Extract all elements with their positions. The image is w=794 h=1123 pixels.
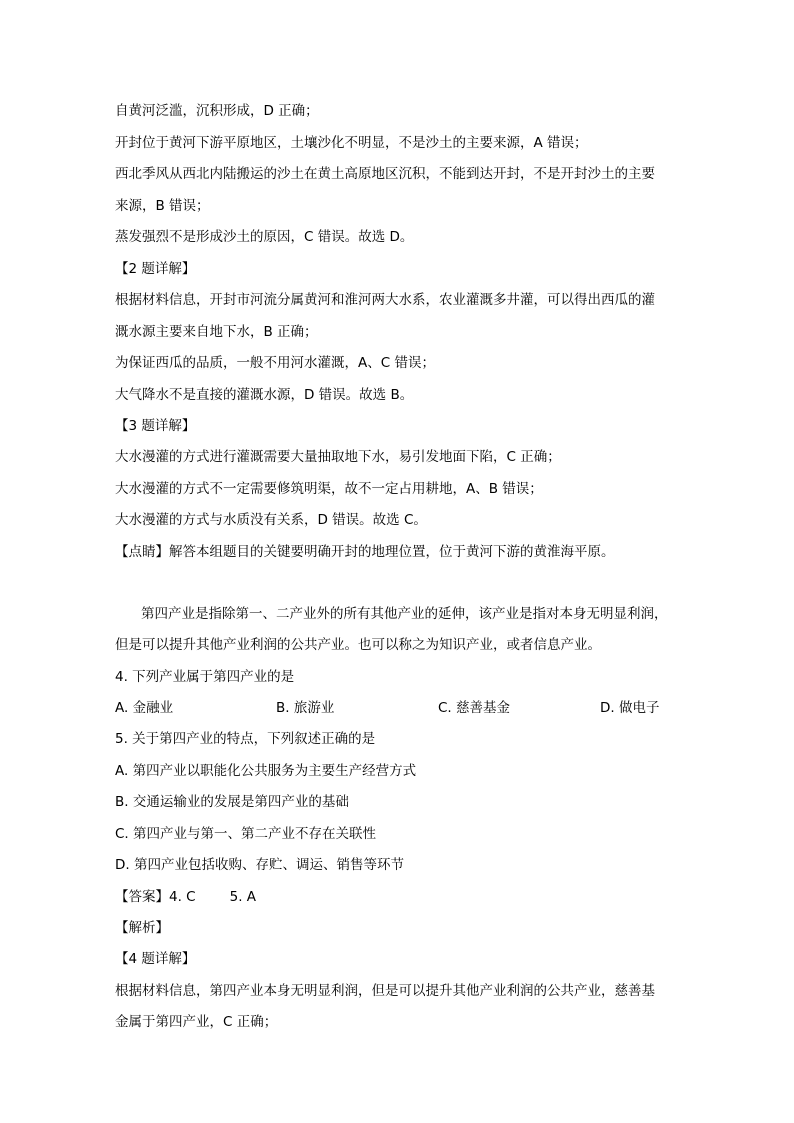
q4-option-b: B. 旅游业 xyxy=(276,700,335,716)
text-line: 西北季风从西北内陆搬运的沙土在黄土高原地区沉积，不能到达开封，不是开封沙土的主要 xyxy=(115,166,655,182)
section-heading: 【4 题详解】 xyxy=(115,951,196,967)
analysis-heading: 【解析】 xyxy=(115,920,169,936)
text-line: 开封位于黄河下游平原地区，土壤沙化不明显，不是沙土的主要来源，A 错误； xyxy=(115,135,588,151)
text-line: 溉水源主要来自地下水，B 正确； xyxy=(115,324,318,340)
q5-option-b: B. 交通运输业的发展是第四产业的基础 xyxy=(115,794,349,810)
text-line: 大水漫灌的方式进行灌溉需要大量抽取地下水，易引发地面下陷，C 正确； xyxy=(115,449,561,465)
q4-option-c: C. 慈善基金 xyxy=(438,700,511,716)
q5-option-a: A. 第四产业以职能化公共服务为主要生产经营方式 xyxy=(115,763,417,779)
section-heading: 【3 题详解】 xyxy=(115,418,196,434)
passage-line: 第四产业是指除第一、二产业外的所有其他产业的延伸，该产业是指对本身无明显利润， xyxy=(141,606,668,622)
section-heading: 【2 题详解】 xyxy=(115,261,196,277)
answer-4: 4. C xyxy=(169,889,196,905)
answer-line xyxy=(115,888,256,906)
text-line: 为保证西瓜的品质，一般不用河水灌溉，A、C 错误； xyxy=(115,355,435,371)
question-5-stem: 5. 关于第四产业的特点，下列叙述正确的是 xyxy=(115,731,376,747)
text-line: 自黄河泛滥，沉积形成，D 正确； xyxy=(115,103,319,119)
text-line: 大水漫灌的方式不一定需要修筑明渠，故不一定占用耕地，A、B 错误； xyxy=(115,481,543,497)
question-4-stem: 4. 下列产业属于第四产业的是 xyxy=(115,669,295,685)
passage-line: 但是可以提升其他产业利润的公共产业。也可以称之为知识产业，或者信息产业。 xyxy=(115,637,601,653)
text-line: 蒸发强烈不是形成沙土的原因，C 错误。故选 D。 xyxy=(115,229,414,245)
q4-option-a: A. 金融业 xyxy=(115,700,174,716)
tip-line: 【点睛】解答本组题目的关键要明确开封的地理位置，位于黄河下游的黄淮海平原。 xyxy=(115,544,615,560)
text-line: 大水漫灌的方式与水质没有关系，D 错误。故选 C。 xyxy=(115,512,427,528)
text-line: 根据材料信息，开封市河流分属黄河和淮河两大水系，农业灌溉多井灌，可以得出西瓜的灌 xyxy=(115,292,655,308)
q5-option-d: D. 第四产业包括收购、存贮、调运、销售等环节 xyxy=(115,857,404,873)
answer-label: 【答案】 xyxy=(115,889,169,905)
q4-option-d: D. 做电子 xyxy=(600,700,660,716)
answer-5: 5. A xyxy=(229,889,257,905)
text-line: 根据材料信息，第四产业本身无明显利润，但是可以提升其他产业利润的公共产业，慈善基 xyxy=(115,983,655,999)
text-line: 来源，B 错误； xyxy=(115,198,210,214)
q5-option-c: C. 第四产业与第一、第二产业不存在关联性 xyxy=(115,826,377,842)
text-line: 金属于第四产业，C 正确； xyxy=(115,1014,278,1030)
text-line: 大气降水不是直接的灌溉水源，D 错误。故选 B。 xyxy=(115,387,414,403)
